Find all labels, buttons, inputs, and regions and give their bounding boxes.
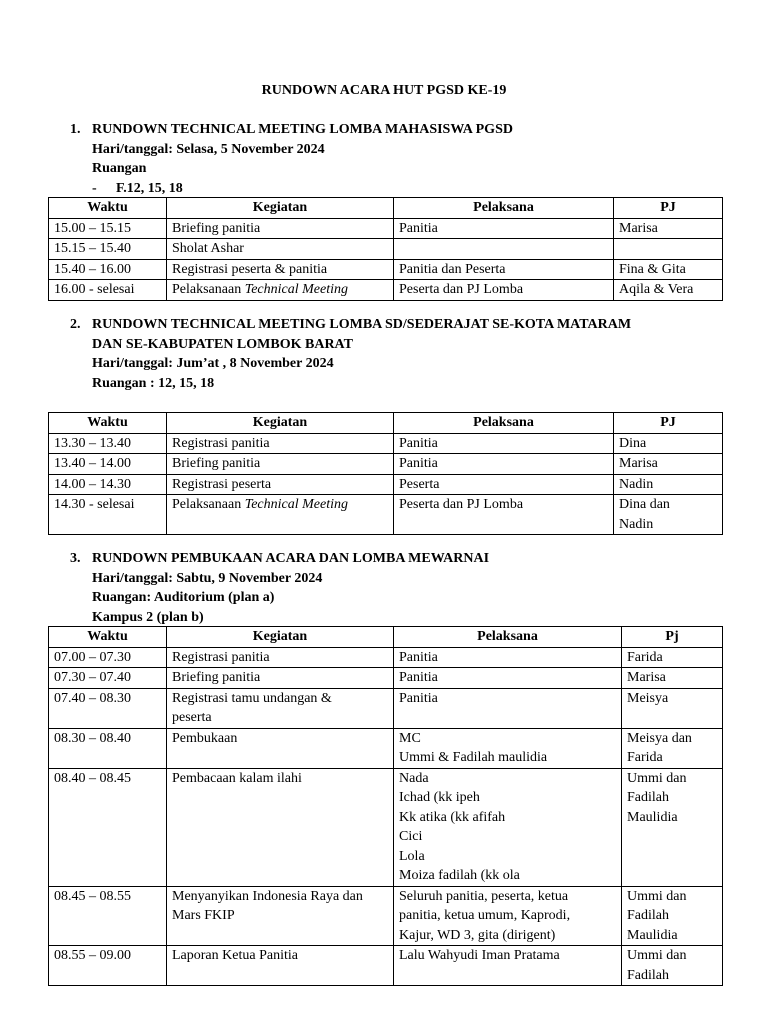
cell-line: Panitia	[399, 670, 438, 685]
cell-waktu: 14.00 – 14.30	[49, 474, 167, 495]
section-heading: RUNDOWN TECHNICAL MEETING LOMBA MAHASISWA PGSD	[92, 122, 513, 137]
cell-pelaksana	[394, 946, 622, 986]
cell-line: Kajur, WD 3, gita (dirigent)	[399, 927, 556, 943]
cell-kegiatan: Registrasi peserta & panitia	[167, 259, 394, 280]
cell-pelaksana: Peserta dan PJ Lomba	[394, 495, 614, 535]
table-row	[49, 886, 723, 946]
cell-waktu: 13.40 – 14.00	[49, 454, 167, 475]
section-number: 2.	[70, 317, 81, 332]
cell-waktu: 15.00 – 15.15	[49, 218, 167, 239]
cell-pelaksana: Panitia	[394, 433, 614, 454]
page-title: RUNDOWN ACARA HUT PGSD KE-19	[261, 83, 507, 98]
col-header-kegiatan: Kegiatan	[167, 627, 394, 648]
cell-line: panitia, ketua umum, Kaprodi,	[399, 908, 571, 923]
cell-kegiatan: Registrasi peserta	[167, 474, 394, 495]
cell-pj: Nadin	[614, 474, 723, 495]
cell-pj	[622, 886, 723, 946]
cell-pelaksana	[394, 239, 614, 260]
cell-line: Ummi dan	[627, 770, 687, 786]
cell-pj	[622, 768, 723, 886]
cell-kegiatan	[167, 688, 394, 728]
cell-line: Marisa	[627, 670, 666, 685]
cell-line: Nada	[399, 770, 429, 786]
section-heading: RUNDOWN TECHNICAL MEETING LOMBA SD/SEDERAJAT SE-KOTA MATARAM	[92, 317, 632, 332]
table-header-row	[49, 198, 723, 219]
cell-pelaksana: Panitia	[394, 454, 614, 475]
cell-line: Cici	[399, 829, 423, 844]
cell-kegiatan: Briefing panitia	[167, 454, 394, 475]
cell-pelaksana	[394, 728, 622, 768]
cell-pelaksana	[394, 688, 622, 728]
cell-line: Maulidia	[627, 927, 678, 943]
cell-pj: Marisa	[614, 454, 723, 475]
cell-line: Pembukaan	[172, 730, 238, 746]
cell-pj	[622, 647, 723, 668]
col-header-waktu: Waktu	[49, 198, 167, 219]
cell-line: Fadilah	[627, 967, 669, 983]
table-row	[49, 474, 723, 495]
cell-line: Panitia	[399, 690, 438, 706]
cell-line: Registrasi panitia	[172, 649, 270, 665]
col-header-pelaksana: Pelaksana	[394, 413, 614, 434]
cell-waktu: 08.45 – 08.55	[49, 886, 167, 946]
cell-waktu: 08.30 – 08.40	[49, 728, 167, 768]
table-header-row	[49, 413, 723, 434]
cell-line: Seluruh panitia, peserta, ketua	[399, 888, 569, 904]
table-row	[49, 647, 723, 668]
table-row	[49, 239, 723, 260]
cell-waktu: 08.55 – 09.00	[49, 946, 167, 986]
cell-line: Moiza fadilah (kk ola	[399, 868, 520, 883]
col-header-pj: PJ	[614, 198, 723, 219]
table-row	[49, 668, 723, 689]
section-room: Ruangan: Auditorium (plan a)	[92, 590, 275, 605]
cell-pj: Dina	[614, 433, 723, 454]
cell-waktu: 14.30 - selesai	[49, 495, 167, 535]
cell-kegiatan: Briefing panitia	[167, 218, 394, 239]
cell-waktu: 07.30 – 07.40	[49, 668, 167, 689]
cell-kegiatan	[167, 946, 394, 986]
cell-line: MC	[399, 730, 421, 746]
cell-pelaksana	[394, 647, 622, 668]
cell-line: Panitia	[399, 649, 438, 665]
cell-kegiatan	[167, 886, 394, 946]
cell-line: Briefing panitia	[172, 670, 261, 685]
section-date: Hari/tanggal: Jum’at , 8 November 2024	[92, 356, 334, 371]
section-heading: RUNDOWN PEMBUKAAN ACARA DAN LOMBA MEWARNAI	[92, 551, 490, 566]
cell-line: Fadilah	[627, 908, 669, 923]
cell-line: Farida	[627, 649, 663, 665]
col-header-kegiatan: Kegiatan	[167, 413, 394, 434]
table-row	[49, 259, 723, 280]
cell-line: Meisya	[627, 690, 669, 706]
col-header-pelaksana: Pelaksana	[394, 627, 622, 648]
section-number: 1.	[70, 122, 81, 137]
cell-pelaksana: Panitia dan Peserta	[394, 259, 614, 280]
cell-waktu: 07.40 – 08.30	[49, 688, 167, 728]
cell-line: Kk atika (kk afifah	[399, 809, 506, 825]
table-section-1	[48, 197, 723, 301]
cell-kegiatan	[167, 768, 394, 886]
cell-line: Farida	[627, 750, 663, 765]
cell-line: Meisya dan	[627, 730, 692, 746]
table-row	[49, 768, 723, 886]
table-row	[49, 218, 723, 239]
cell-kegiatan: Pelaksanaan Technical Meeting	[167, 280, 394, 301]
cell-line: Ummi dan	[627, 948, 687, 963]
cell-waktu: 16.00 - selesai	[49, 280, 167, 301]
section-heading-line2: DAN SE-KABUPATEN LOMBOK BARAT	[92, 336, 353, 352]
cell-kegiatan	[167, 728, 394, 768]
section-date: Hari/tanggal: Selasa, 5 November 2024	[92, 141, 325, 157]
table-row	[49, 495, 723, 535]
cell-kegiatan: Sholat Ashar	[167, 239, 394, 260]
cell-kegiatan	[167, 668, 394, 689]
cell-line: Registrasi tamu undangan &	[172, 690, 332, 706]
cell-pj	[622, 946, 723, 986]
cell-pj	[622, 668, 723, 689]
table-row	[49, 728, 723, 768]
cell-pj: Marisa	[614, 218, 723, 239]
table-section-3	[48, 626, 723, 986]
table-row	[49, 454, 723, 475]
cell-pelaksana	[394, 768, 622, 886]
cell-pelaksana: Panitia	[394, 218, 614, 239]
col-header-pj: PJ	[614, 413, 723, 434]
cell-line: Maulidia	[627, 809, 678, 825]
col-header-waktu: Waktu	[49, 413, 167, 434]
col-header-kegiatan: Kegiatan	[167, 198, 394, 219]
cell-waktu: 13.30 – 13.40	[49, 433, 167, 454]
cell-pj	[614, 239, 723, 260]
cell-pj: Dina dan Nadin	[614, 495, 723, 535]
cell-line: Laporan Ketua Panitia	[172, 948, 298, 963]
table-row	[49, 688, 723, 728]
section-1-header	[70, 120, 513, 198]
cell-waktu: 07.00 – 07.30	[49, 647, 167, 668]
section-room-item: - F.12, 15, 18	[92, 180, 183, 196]
cell-waktu: 08.40 – 08.45	[49, 768, 167, 886]
cell-line: Ummi dan	[627, 888, 687, 904]
table-row	[49, 280, 723, 301]
table-header-row	[49, 627, 723, 648]
cell-pj: Fina & Gita	[614, 259, 723, 280]
cell-line: Ichad (kk ipeh	[399, 790, 480, 805]
section-room: Ruangan : 12, 15, 18	[92, 375, 215, 391]
cell-pelaksana	[394, 668, 622, 689]
cell-line: Fadilah	[627, 790, 669, 805]
cell-kegiatan	[167, 647, 394, 668]
section-3-header	[70, 549, 489, 627]
col-header-pj: Pj	[622, 627, 723, 648]
section-date: Hari/tanggal: Sabtu, 9 November 2024	[92, 570, 323, 586]
table-row	[49, 433, 723, 454]
cell-line: Menyanyikan Indonesia Raya dan	[172, 888, 363, 904]
cell-pelaksana: Peserta	[394, 474, 614, 495]
cell-line: Lalu Wahyudi Iman Pratama	[399, 948, 560, 963]
cell-line: Ummi & Fadilah maulidia	[399, 750, 548, 765]
section-room-label: Ruangan	[92, 161, 147, 176]
section-room-2: Kampus 2 (plan b)	[92, 609, 204, 625]
cell-pelaksana: Peserta dan PJ Lomba	[394, 280, 614, 301]
cell-line: Lola	[399, 848, 425, 864]
cell-waktu: 15.40 – 16.00	[49, 259, 167, 280]
cell-line: Pembacaan kalam ilahi	[172, 770, 302, 786]
section-2-header	[70, 315, 631, 393]
cell-pj	[622, 728, 723, 768]
col-header-waktu: Waktu	[49, 627, 167, 648]
cell-pelaksana	[394, 886, 622, 946]
col-header-pelaksana: Pelaksana	[394, 198, 614, 219]
section-number: 3.	[70, 551, 81, 566]
cell-pj	[622, 688, 723, 728]
cell-waktu: 15.15 – 15.40	[49, 239, 167, 260]
cell-pj: Aqila & Vera	[614, 280, 723, 301]
table-row	[49, 946, 723, 986]
cell-line: peserta	[172, 710, 212, 725]
cell-line: Mars FKIP	[172, 908, 235, 923]
table-section-2	[48, 412, 723, 535]
cell-kegiatan: Registrasi panitia	[167, 433, 394, 454]
cell-kegiatan: Pelaksanaan Technical Meeting	[167, 495, 394, 535]
